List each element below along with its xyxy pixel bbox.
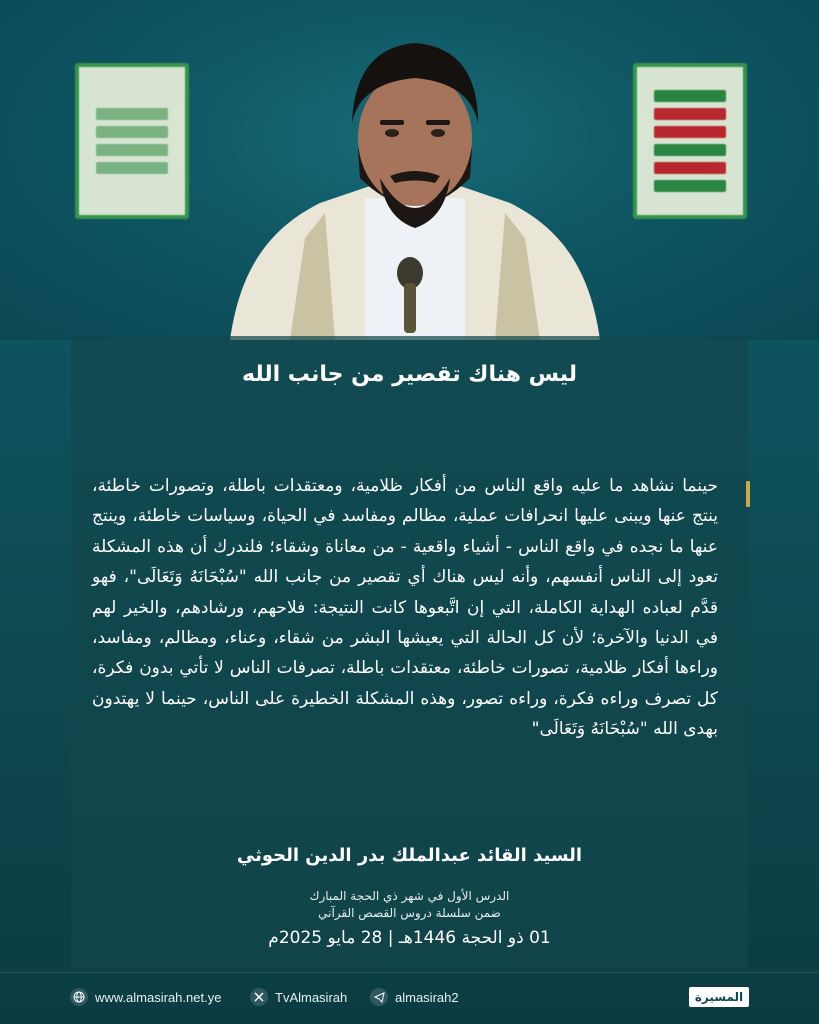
date-line: 01 ذو الحجة 1446هـ | 28 مايو 2025م (268, 928, 551, 948)
left-banner (75, 63, 189, 219)
telegram-icon (370, 988, 388, 1006)
telegram-link[interactable] (370, 986, 459, 1008)
lesson-info: الدرس الأول في شهر ذي الحجة المبارك (309, 889, 510, 903)
globe-icon (70, 988, 88, 1006)
almasirah-logo: المسيرة (689, 987, 749, 1007)
x-link[interactable] (250, 986, 347, 1008)
x-handle: TvAlmasirah (275, 989, 348, 1005)
footer-divider (0, 972, 819, 973)
x-icon (250, 988, 268, 1006)
speaker-portrait (230, 28, 600, 340)
author-name: السيد القائد عبدالملك بدر الدين الحوثي (236, 845, 583, 866)
series-info: ضمن سلسلة دروس القصص القرآني (318, 906, 501, 920)
quote-text: حينما نشاهد ما عليه واقع الناس من أفكار ظلامية، ومعتقدات باطلة، وتصورات خاطئة، ينتج عنها ويبنى عليها انحرافات عملية، مظالم ومفاسد في الحياة، وسياسات خاطئة، وينتج عنها ما نجده في واقع الناس - أشياء واقعية - من معاناة وشقاء؛ فلندرك أن هذه المشكلة تعود إلى الناس أنفسهم، وأنه ليس هناك أي تقصير من جانب الله "سُبْحَانَهُ وَتَعَالَى"، فهو قدَّم لعباده الهداية الكاملة، التي إن اتَّبعوها كانت النتيجة: فلاحهم، ورشادهم، والخير لهم في الدنيا والآخرة؛ لأن كل الحالة التي يعيشها البشر من شقاء، وعناء، ومظالم، ومفاسد، وراءها أفكار ظلامية، تصورات خاطئة، معتقدات باطلة، تصرفات الناس لا تأتي بدون فكرة، كل تصرف وراءه فكرة، وراءه تصور، وهذه المشكلة الخطيرة على الناس، حينما لا يهتدون بهدى الله "سُبْحَانَهُ وَتَعَالَى" (92, 476, 718, 740)
telegram-handle: almasirah2 (395, 989, 459, 1005)
accent-bar (746, 481, 750, 507)
quote-title: ليس هناك تقصير من جانب الله (242, 362, 577, 387)
header-photo (0, 0, 819, 340)
website-link[interactable] (70, 986, 221, 1008)
website-label: www.almasirah.net.ye (95, 989, 222, 1005)
right-banner (633, 63, 747, 219)
